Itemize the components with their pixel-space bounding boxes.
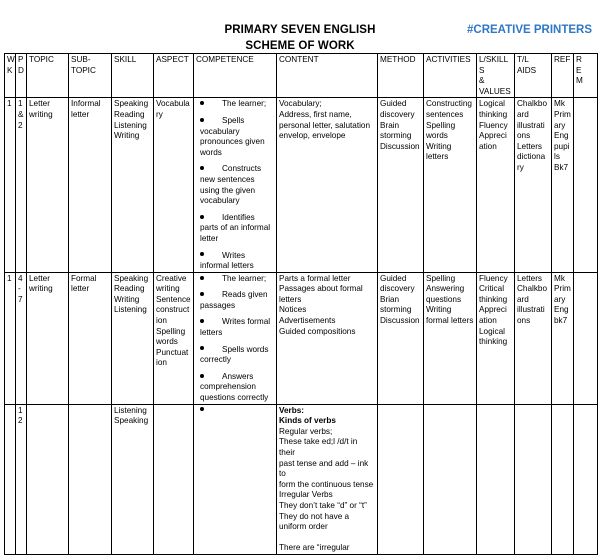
text-line: D [18, 65, 24, 75]
text-line: ons [517, 316, 531, 326]
text-line: storming [380, 305, 412, 315]
competence-text: The learner; [222, 99, 267, 109]
cell-aspect [154, 272, 194, 404]
cell-wk: 1 [5, 272, 16, 404]
scheme-of-work-table [4, 53, 598, 555]
text-line: R [576, 55, 582, 64]
text-line: They don’t take “d” or “t” [279, 500, 367, 510]
text-line: thinking [479, 109, 508, 119]
competence-item [196, 251, 274, 272]
competence-item [196, 99, 274, 110]
text-line: letter [71, 109, 90, 119]
text-line: personal letter, salutation [279, 120, 371, 130]
text-line: ard [517, 109, 529, 119]
bullet-icon [200, 252, 204, 256]
brand-label: #CREATIVE PRINTERS [467, 24, 593, 36]
cell-method [378, 404, 424, 554]
text-line: Writing [114, 131, 140, 141]
cell-content [277, 98, 378, 272]
text-line: There are “irregular [279, 543, 350, 553]
bullet-icon [200, 276, 204, 280]
cell-skill [112, 404, 154, 554]
text-line: K [7, 65, 13, 75]
text-line: Letters [517, 141, 543, 151]
cell-lskills [477, 272, 515, 404]
competence-item [196, 116, 274, 158]
competence-item [196, 406, 274, 417]
text-line: Logical [479, 99, 505, 109]
table-row [5, 272, 598, 404]
bullet-icon [200, 101, 204, 105]
text-line: Informal [71, 99, 101, 109]
text-line: ary [554, 120, 566, 130]
content-heading [279, 406, 375, 427]
cell-method [378, 98, 424, 272]
text-line: form the continuous tense [279, 479, 374, 489]
cell-activities [424, 272, 477, 404]
competence-item [196, 372, 274, 404]
competence-text: Constructs new sentences using the given vocabulary [200, 164, 262, 206]
text-line: 1 [18, 405, 23, 415]
cell-content [277, 272, 378, 404]
text-line: storming [380, 131, 412, 141]
cell-topic [27, 98, 69, 272]
text-line: Letter [29, 99, 50, 109]
text-line: Punctuat [156, 347, 189, 357]
cell-ref [552, 272, 574, 404]
text-line: pupils [554, 141, 570, 162]
cell-tlaids [515, 98, 552, 272]
col-header-pd [16, 54, 27, 98]
cell-skill [112, 98, 154, 272]
text-line: letters [426, 152, 449, 162]
cell-wk: 1 [5, 98, 16, 272]
text-line: past tense and add – ink to [279, 458, 369, 479]
text-line: questions [426, 294, 462, 304]
col-header-subtopic [69, 54, 112, 98]
text-line: Bk7 [554, 162, 569, 172]
col-header-topic: TOPIC [27, 54, 69, 98]
col-header-wk [5, 54, 16, 98]
text-line: Discussion [380, 141, 420, 151]
bullet-icon [200, 374, 204, 378]
text-line: ion [156, 358, 167, 368]
cell-ref [552, 98, 574, 272]
text-line: Spelling [426, 273, 456, 283]
text-line: construct [156, 305, 190, 315]
text-line: ion [156, 316, 167, 326]
text-line: ard [517, 294, 529, 304]
text-line: words [426, 131, 448, 141]
col-header-ref: REF [552, 54, 574, 98]
competence-list [196, 406, 274, 417]
text-line: sentences [426, 109, 464, 119]
text-line: Letter [29, 273, 50, 283]
text-line: Formal [71, 273, 97, 283]
text-line: Verbs: [279, 405, 305, 415]
text-line: Guided compositions [279, 326, 356, 336]
text-line: formal letters [426, 316, 474, 326]
cell-rem [574, 404, 598, 554]
text-line: Fluency [479, 273, 508, 283]
text-line: ons [517, 131, 531, 141]
text-line: Fluency [479, 120, 508, 130]
text-line: writing [156, 284, 180, 294]
text-line: Answering [426, 284, 465, 294]
text-line: illustrati [517, 305, 545, 315]
cell-competence [194, 272, 277, 404]
text-line: 4 [18, 273, 23, 283]
text-line: dictiona [517, 152, 546, 162]
text-line: L/SKILLS [479, 55, 509, 75]
text-line: Spelling [426, 120, 456, 130]
text-line: Appreci [479, 131, 507, 141]
text-line: envelop, envelope [279, 131, 346, 141]
cell-tlaids [515, 404, 552, 554]
text-line: Mk [554, 99, 565, 109]
competence-list [196, 99, 274, 271]
text-line: Letters [517, 273, 543, 283]
text-line: Chalkbo [517, 99, 548, 109]
text-line: writing [29, 109, 53, 119]
text-line: 7 [18, 294, 23, 304]
cell-aspect [154, 404, 194, 554]
text-line: Kinds of verbs [279, 416, 336, 426]
text-line: illustrati [517, 120, 545, 130]
text-line: Critical [479, 284, 505, 294]
text-line: Listening [114, 305, 147, 315]
competence-text: Spells words correctly [200, 344, 269, 365]
text-line: 1 [18, 99, 23, 109]
cell-rem [574, 272, 598, 404]
text-line: Reading [114, 109, 145, 119]
cell-content [277, 404, 378, 554]
text-line: & [479, 76, 485, 86]
col-header-lskills [477, 54, 515, 98]
text-line: ation [479, 316, 497, 326]
cell-competence [194, 404, 277, 554]
text-line: Speaking [114, 273, 149, 283]
text-line: Address, first name, [279, 109, 352, 119]
cell-method [378, 272, 424, 404]
cell-topic [27, 404, 69, 554]
text-line: VALUES [479, 86, 511, 96]
text-line: Parts a formal letter [279, 273, 351, 283]
cell-aspect [154, 98, 194, 272]
bullet-icon [200, 292, 204, 296]
text-line: Eng [554, 131, 569, 141]
cell-competence [194, 98, 277, 272]
col-header-content: CONTENT [277, 54, 378, 98]
col-header-activities: ACTIVITIES [424, 54, 477, 98]
bullet-icon [200, 319, 204, 323]
text-line: Eng [554, 305, 569, 315]
text-line: bk7 [554, 316, 568, 326]
text-line: Spelling [156, 326, 186, 336]
text-line: W [7, 55, 15, 64]
cell-tlaids [515, 272, 552, 404]
competence-item [196, 213, 274, 245]
text-line: Irregular Verbs [279, 490, 333, 500]
table-row [5, 404, 598, 554]
text-line: E [576, 65, 582, 75]
competence-text: Spells vocabulary pronounces given words [200, 115, 265, 157]
competence-list [196, 274, 274, 404]
cell-lskills [477, 98, 515, 272]
competence-item [196, 164, 274, 206]
competence-item [196, 290, 274, 311]
text-line: Speaking [114, 99, 149, 109]
col-header-competence: COMPETENCE [194, 54, 277, 98]
competence-text: The learner; [222, 273, 267, 283]
table-row [5, 98, 598, 272]
text-line: Mk [554, 273, 565, 283]
competence-item [196, 317, 274, 338]
text-line: thinking [479, 337, 508, 347]
text-line: Constructing [426, 99, 472, 109]
col-header-aspect: ASPECT [154, 54, 194, 98]
cell-lskills [477, 404, 515, 554]
bullet-icon [200, 166, 204, 170]
text-line: Chalkbo [517, 284, 548, 294]
competence-text: Identifies parts of an informal letter [200, 212, 271, 243]
text-line: discovery [380, 284, 415, 294]
text-line: M [576, 76, 583, 86]
text-line: Discussion [380, 316, 420, 326]
text-line: Listening [114, 405, 147, 415]
bullet-icon [200, 407, 204, 411]
title-line-1: PRIMARY SEVEN ENGLISH [224, 24, 376, 36]
text-line: They do not have a [279, 511, 350, 521]
cell-skill [112, 272, 154, 404]
competence-item [196, 345, 274, 366]
text-line: Vocabulary; [279, 99, 322, 109]
cell-pd [16, 404, 27, 554]
text-line: ation [479, 141, 497, 151]
text-line: Advertisements [279, 316, 336, 326]
col-header-method: METHOD [378, 54, 424, 98]
competence-item [196, 274, 274, 285]
cell-topic [27, 272, 69, 404]
text-line: Guided [380, 273, 407, 283]
text-line: - [18, 284, 21, 294]
competence-text: Answers comprehension questions correctly [200, 371, 269, 403]
text-line: words [156, 337, 178, 347]
text-line: TOPIC [71, 65, 96, 75]
text-line: Brian [380, 294, 400, 304]
title-line-2: SCHEME OF WORK [245, 40, 355, 52]
cell-subtopic [69, 404, 112, 554]
bullet-icon [200, 215, 204, 219]
cell-rem [574, 98, 598, 272]
text-line: 2 [18, 120, 23, 130]
text-line: Vocabula [156, 99, 190, 109]
cell-wk [5, 404, 16, 554]
text-line: Prim [554, 284, 571, 294]
text-line: P [18, 55, 24, 64]
cell-subtopic [69, 98, 112, 272]
competence-text: Reads given passages [200, 290, 268, 310]
col-header-skill: SKILL [112, 54, 154, 98]
cell-ref [552, 404, 574, 554]
text-line: 2 [18, 416, 23, 426]
text-line: ary [554, 294, 566, 304]
text-line: Listening [114, 120, 147, 130]
text-line: discovery [380, 109, 415, 119]
text-line: Passages about formal [279, 284, 363, 294]
competence-text: Writes informal letters [200, 250, 254, 271]
text-line: Regular verbs; [279, 426, 333, 436]
text-line: Notices [279, 305, 307, 315]
bullet-icon [200, 346, 204, 350]
cell-pd [16, 98, 27, 272]
text-line: Sentence [156, 294, 191, 304]
text-line: letters [279, 294, 302, 304]
text-line: ry [517, 162, 524, 172]
text-line: writing [29, 284, 53, 294]
text-line: Writing [426, 305, 452, 315]
competence-text: Writes formal letters [200, 317, 271, 338]
text-line: Guided [380, 99, 407, 109]
cell-activities [424, 404, 477, 554]
text-line: Writing [114, 294, 140, 304]
cell-pd [16, 272, 27, 404]
text-line: Creative [156, 273, 187, 283]
cell-subtopic [69, 272, 112, 404]
text-line: letter [71, 284, 90, 294]
text-line [279, 533, 375, 544]
cell-activities [424, 98, 477, 272]
text-line: Brain [380, 120, 400, 130]
text-line: ry [156, 109, 163, 119]
text-line: Speaking [114, 416, 149, 426]
text-line: & [18, 109, 24, 119]
text-line: thinking [479, 294, 508, 304]
text-line: Prim [554, 109, 571, 119]
text-line: uniform order [279, 522, 328, 532]
text-line: SUB- [71, 55, 91, 64]
bullet-icon [200, 118, 204, 122]
col-header-rem [574, 54, 598, 98]
text-line: Appreci [479, 305, 507, 315]
text-line: These take ed;l /d/t in their [279, 437, 358, 457]
col-header-tlaids: T/L AIDS [515, 54, 552, 98]
text-line: Reading [114, 284, 145, 294]
text-line: Logical [479, 326, 505, 336]
text-line: Writing [426, 141, 452, 151]
header-row [5, 54, 598, 98]
